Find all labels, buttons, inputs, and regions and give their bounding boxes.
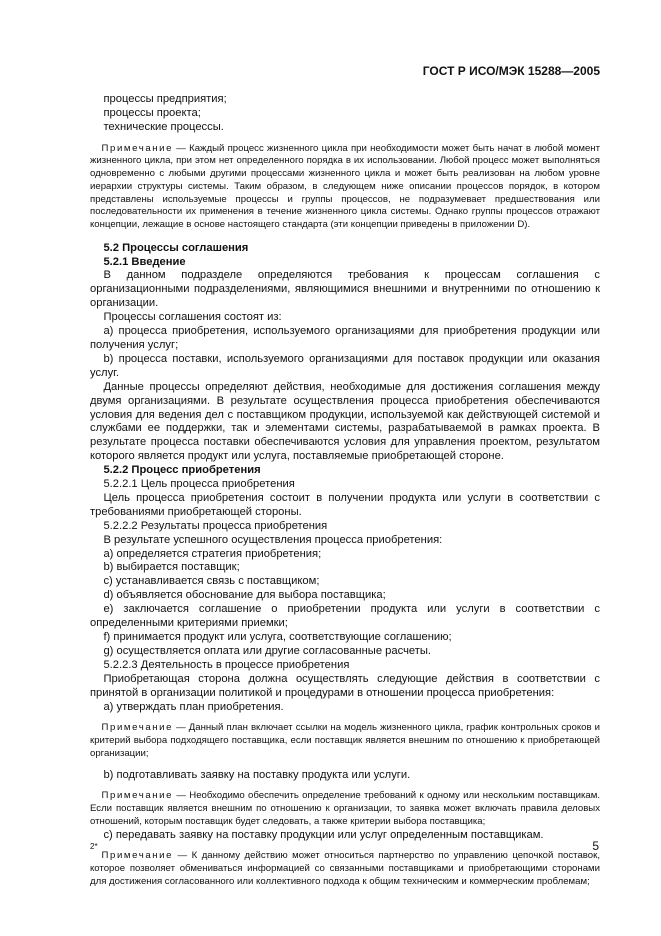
clause-heading: 5.2.2.3 Деятельность в процессе приобретения (103, 658, 350, 671)
note-text: — К данному действию может относиться партнерство по управлению цепочкой поставок, которое позволяет обмениваться информацией со связанными поставщиками и приобретающими сторонами для достижения согласованного или коллективного подхода к общим техническим и коммерческим проблемам; (90, 850, 600, 887)
note-label: Примечание (101, 142, 174, 154)
list-item: d) объявляется обоснование для выбора поставщика; (103, 589, 386, 602)
note-paragraph (90, 790, 600, 828)
paragraph: Данные процессы определяют действия, необходимые для достижения соглашения между двумя организациями. В результате осуществления процесса приобретения обеспечиваются условия для ведения дел с поставщиком продукции, используемой как действующей системой и службами ее поддержки, так и элементами системы, разрабатываемой в рамках проекта. В результате процесса поставки обеспечиваются условия для управления проектом, результатом которого является продукт или услуга, поставляемые приобретающей стороне. (90, 380, 600, 463)
document-body (90, 93, 600, 889)
subsection-heading: 5.2.2 Процесс приобретения (103, 464, 261, 477)
list-item: e) заключается соглашение о приобретении продукта или услуги в соответствии с определенными критериями приемки; (90, 603, 600, 630)
list-item: технические процессы. (103, 120, 224, 133)
list-item: a) утверждать план приобретения. (103, 700, 284, 713)
list-item: c) устанавливается связь с поставщиком; (103, 575, 320, 588)
list-item: b) подготавливать заявку на поставку продукта или услуги. (103, 768, 411, 781)
list-item: a) определяется стратегия приобретения; (103, 547, 322, 560)
paragraph: В результате успешного осуществления процесса приобретения: (103, 533, 443, 546)
paragraph: Приобретающая сторона должна осуществлять следующие действия в соответствии с принятой в организации политикой и процедурами в отношении процесса приобретения: (90, 672, 600, 699)
list-item: g) осуществляется оплата или другие согласованные расчеты. (103, 644, 432, 657)
clause-heading: 5.2.2.2 Результаты процесса приобретения (103, 519, 328, 532)
list-item: b) выбирается поставщик; (103, 561, 240, 574)
footer-sheet-mark: 2* (90, 842, 98, 851)
list-item: f) принимается продукт или услуга, соответствующие соглашению; (103, 631, 452, 644)
note-text: — Необходимо обеспечить определение требований к одному или нескольким поставщикам. Если поставщик является внешним по отношению к организации, то заявка может включать правила деловых отношений, которым поставщик будет следовать, а также критерии выбора поставщика; (90, 790, 600, 827)
paragraph: Цель процесса приобретения состоит в получении продукта или услуги в соответствии с требованиями приобретающей стороны. (90, 491, 600, 518)
list-item: процессы предприятия; (103, 93, 227, 105)
section-heading: 5.2 Процессы соглашения (103, 241, 249, 254)
note-paragraph (90, 850, 600, 888)
note-label: Примечание (101, 722, 174, 734)
note-label: Примечание (101, 790, 174, 802)
clause-heading: 5.2.2.1 Цель процесса приобретения (103, 478, 295, 491)
note-paragraph (90, 722, 600, 760)
paragraph: В данном подразделе определяются требования к процессам соглашения с организационными подразделениями, являющимися внешними и внутренними по отношению к организации. (90, 269, 600, 310)
page-number: 5 (592, 839, 599, 853)
list-item: процессы проекта; (103, 106, 201, 119)
list-item: c) передавать заявку на поставку продукции или услуг определенным поставщикам. (103, 828, 544, 841)
paragraph: a) процесса приобретения, используемого организациями для приобретения продукции или получения услуг; (90, 325, 600, 351)
page-header: ГОСТ Р ИСО/МЭК 15288—2005 (422, 64, 600, 78)
note-label: Примечание (101, 850, 174, 862)
note-text: — Данный план включает ссылки на модель жизненного цикла, график контрольных сроков и критерий выбора подходящего поставщика, если поставщик является внешним по отношению к приобретающей организации; (90, 722, 600, 759)
note-text: — Каждый процесс жизненного цикла при необходимости может быть начат в любой момент жизненного цикла, при этом нет определенного порядка в их использовании. Любой процесс может выполняться одновременно с любыми другими процессами жизненного цикла и может быть реализован на любом уровне иерархии структуры системы. Таким образом, в следующем ниже описании процессов порядок, в котором представлены используемые процессы и группы процессов, не подразумевает предшествования или последовательности их применения в течение жизненного цикла системы. Однако группы процессов отражают концепции, лежащие в основе настоящего стандарта (эти концепции приведены в приложении D). (90, 142, 600, 230)
note-paragraph (90, 143, 600, 232)
paragraph: b) процесса поставки, используемого организациями для поставок продукции или оказания услуг. (90, 352, 600, 379)
paragraph: Процессы соглашения состоят из: (103, 311, 282, 324)
subsection-heading: 5.2.1 Введение (103, 255, 186, 268)
